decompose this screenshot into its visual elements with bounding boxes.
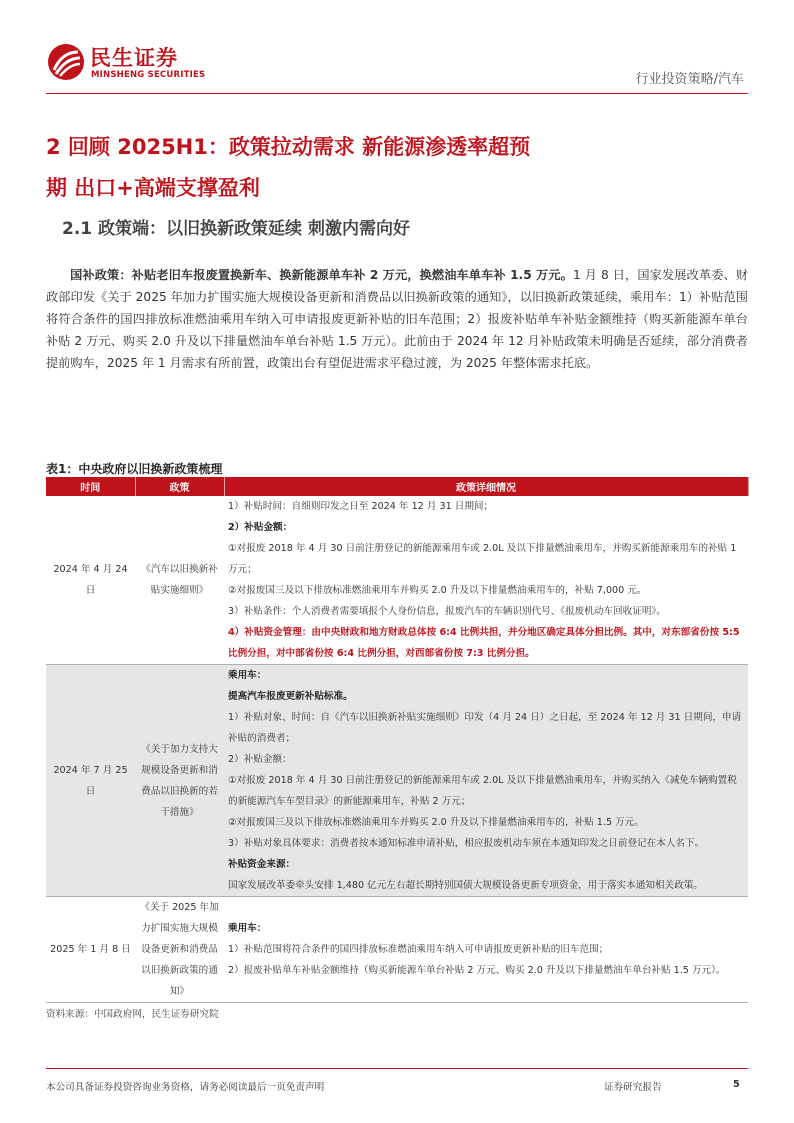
table-title: 表1：中央政府以旧换新政策梳理 — [46, 462, 223, 476]
detail-line: 1）补贴对象、时间：自《汽车以旧换新补贴实施细则》印发（4 月 24 日）之日起，至 2024 年 12 月 31 日期间，申请补贴的消费者； — [228, 712, 742, 744]
policy-table — [46, 477, 749, 1003]
detail-line: ②对报废国三及以下排放标准燃油乘用车并购买 2.0 升及以下排量燃油乘用车的，补贴 7,000 元。 — [228, 585, 647, 596]
col-header-policy: 政策 — [135, 477, 224, 496]
footer-divider — [46, 1068, 748, 1069]
cell-policy: 《关于加力支持大规模设备更新和消费品以旧换新的若干措施》 — [135, 665, 224, 897]
cell-time: 2025 年 1 月 8 日 — [46, 897, 135, 1003]
paragraph-lead: 国补政策：补贴老旧车报废置换新车、换新能源单车补 2 万元，换燃油车单车补 1.5 万元。 — [70, 268, 573, 282]
footer-disclaimer: 本公司具备证券投资咨询业务资格，请务必阅读最后一页免责声明 — [46, 1082, 325, 1093]
source-note: 资料来源：中国政府网，民生证券研究院 — [46, 1009, 219, 1020]
logo-text-en: MINSHENG SECURITIES — [91, 70, 206, 80]
company-logo — [46, 40, 206, 88]
col-header-details: 政策详细情况 — [224, 477, 748, 496]
cell-details — [224, 897, 748, 1003]
table-row — [46, 897, 748, 1003]
detail-line: 3）补贴条件：个人消费者需要填报个人身份信息，报废汽车的车辆识别代号、《报废机动车回收证明》。 — [228, 606, 666, 617]
table-row — [46, 496, 748, 665]
cell-time: 2024 年 7 月 25 日 — [46, 665, 135, 897]
detail-line: ②对报废国三及以下排放标准燃油乘用车并购买 2.0 升及以下排量燃油乘用车的，补贴 1.5 万元。 — [228, 817, 644, 828]
cell-details — [224, 665, 748, 897]
table-header-row — [46, 477, 748, 496]
detail-line: 补贴资金来源： — [228, 859, 296, 870]
policy-paragraph — [46, 264, 748, 374]
page-number: 5 — [733, 1079, 740, 1090]
detail-line: 提高汽车报废更新补贴标准。 — [228, 691, 353, 702]
table-row — [46, 665, 748, 897]
detail-line: 4）补贴资金管理：由中央财政和地方财政总体按 6:4 比例共担，并分地区确定具体分担比例。其中，对东部省份按 5:5 比例分担，对中部省份按 6:4 比例分担，对西部省份按 7:3 比例分担。 — [228, 627, 740, 659]
detail-line: 乘用车： — [228, 670, 267, 681]
minsheng-logo-icon — [46, 42, 86, 82]
detail-line: 1）补贴范围将符合条件的国四排放标准燃油乘用车纳入可申请报废更新补贴的旧车范围； — [228, 944, 609, 955]
cell-time: 2024 年 4 月 24 日 — [46, 496, 135, 665]
detail-line: ①对报废 2018 年 4 月 30 日前注册登记的新能源乘用车或 2.0L 及以下排量燃油乘用车，并购买新能源乘用车的补贴 1 万元； — [228, 543, 737, 575]
footer-report-type: 证券研究报告 — [604, 1082, 662, 1093]
col-header-time: 时间 — [46, 477, 135, 496]
section-heading-line1: 2 回顾 2025H1：政策拉动需求 新能源渗透率超预 — [46, 135, 531, 159]
cell-policy: 《关于 2025 年加力扩围实施大规模设备更新和消费品以旧换新政策的通知》 — [135, 897, 224, 1003]
cell-policy: 《汽车以旧换新补贴实施细则》 — [135, 496, 224, 665]
section-heading-line2: 期 出口+高端支撑盈利 — [46, 176, 260, 200]
header-divider — [46, 93, 748, 94]
detail-line: 3）补贴对象具体要求：消费者按本通知标准申请补贴，相应报废机动车须在本通知印发之日前登记在本人名下。 — [228, 838, 705, 849]
detail-line: 2）补贴金额： — [228, 754, 292, 765]
detail-line: 1）补贴时间：自细则印发之日至 2024 年 12 月 31 日期间； — [228, 501, 494, 512]
detail-line: 乘用车： — [228, 923, 267, 934]
detail-line: 2）补贴金额： — [228, 522, 293, 533]
cell-details — [224, 496, 748, 665]
paragraph-body: 1 月 8 日，国家发展改革委、财政部印发《关于 2025 年加力扩围实施大规模设备更新和消费品以旧换新政策的通知》，以旧换新政策延续，乘用车：1）补贴范围将符合条件的国四排放标准燃油乘用车纳入可申请报废更新补贴的旧车范围；2）报废补贴单车补贴金额维持（购买新能源车单台补贴 2 万元、购买 2.0 升及以下排量燃油车单台补贴 1.5 万元）。此前由于 2024 年 12 月补贴政策未明确是否延续，部分消费者提前购车，2025 年 1 月需求有所前置，政策出台有望促进需求平稳过渡，为 2025 年整体需求托底。 — [46, 268, 748, 371]
subsection-heading: 2.1 政策端：以旧换新政策延续 刺激内需向好 — [62, 219, 410, 239]
report-category: 行业投资策略/汽车 — [635, 72, 744, 87]
detail-line: 2）报废补贴单车补贴金额维持（购买新能源车单台补贴 2 万元、购买 2.0 升及以下排量燃油车单台补贴 1.5 万元）。 — [228, 965, 726, 976]
detail-line: ①对报废 2018 年 4 月 30 日前注册登记的新能源乘用车或 2.0L 及以下排量燃油乘用车，并购买纳入《减免车辆购置税的新能源汽车车型目录》的新能源乘用车，补贴 2 万元； — [228, 775, 737, 807]
detail-line: 国家发展改革委牵头安排 1,480 亿元左右超长期特别国债大规模设备更新专项资金，用于落实本通知相关政策。 — [228, 880, 703, 891]
logo-text-cn: 民生证券 — [90, 46, 178, 70]
